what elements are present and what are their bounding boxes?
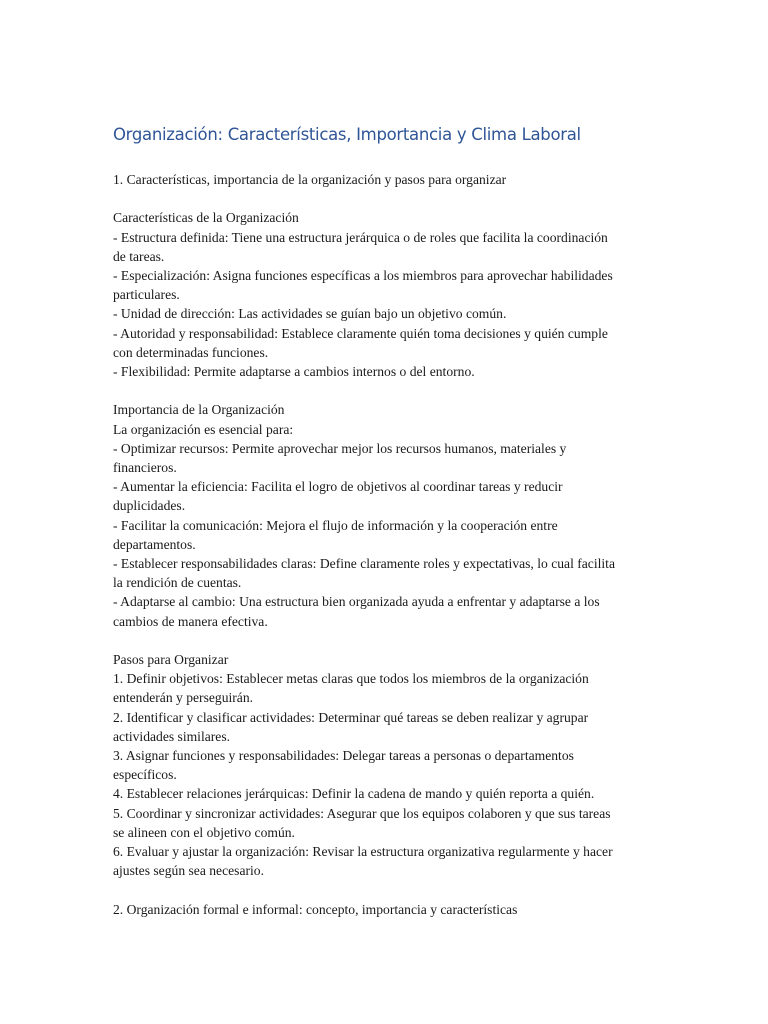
list-item-line: la rendición de cuentas. bbox=[113, 575, 242, 591]
spacer bbox=[113, 381, 658, 400]
list-item-line: - Aumentar la eficiencia: Facilita el logro de objetivos al coordinar tareas y reducir bbox=[113, 479, 563, 495]
list-item-line: - Optimizar recursos: Permite aprovechar mejor los recursos humanos, materiales y bbox=[113, 440, 567, 456]
caracteristicas-block bbox=[113, 208, 658, 381]
list-item-line: particulares. bbox=[113, 287, 180, 303]
list-item-line: de tareas. bbox=[113, 248, 165, 264]
subsection-heading: Importancia de la Organización bbox=[113, 402, 285, 418]
list-item-line: - Establecer responsabilidades claras: Define claramente roles y expectativas, lo cual facilita bbox=[113, 556, 615, 572]
list-item-line: - Adaptarse al cambio: Una estructura bien organizada ayuda a enfrentar y adaptarse a los bbox=[113, 594, 600, 610]
list-item-line: 2. Identificar y clasificar actividades: Determinar qué tareas se deben realizar y agrupar bbox=[113, 709, 589, 725]
spacer bbox=[113, 631, 658, 650]
list-item-line: 3. Asignar funciones y responsabilidades: Delegar tareas a personas o departamentos bbox=[113, 748, 574, 764]
section-heading-text: 1. Características, importancia de la organización y pasos para organizar bbox=[113, 172, 507, 187]
importancia-block bbox=[113, 400, 658, 630]
list-item-line: - Unidad de dirección: Las actividades se guían bajo un objetivo común. bbox=[113, 306, 507, 322]
list-item-line: 4. Establecer relaciones jerárquicas: Definir la cadena de mando y quién reporta a quién. bbox=[113, 786, 595, 802]
list-item-line: entenderán y perseguirán. bbox=[113, 690, 254, 706]
list-item-line: específicos. bbox=[113, 767, 177, 783]
list-item-line: duplicidades. bbox=[113, 498, 186, 514]
list-item-line: cambios de manera efectiva. bbox=[113, 613, 268, 629]
list-item-line: con determinadas funciones. bbox=[113, 344, 269, 360]
pasos-block bbox=[113, 650, 658, 880]
intro-line: La organización es esencial para: bbox=[113, 421, 294, 437]
list-item-line: 5. Coordinar y sincronizar actividades: Asegurar que los equipos colaboren y que sus tareas bbox=[113, 805, 611, 821]
document-body bbox=[113, 122, 658, 919]
subsection-heading: Características de la Organización bbox=[113, 210, 299, 226]
spacer bbox=[113, 880, 658, 899]
list-item-line: 6. Evaluar y ajustar la organización: Revisar la estructura organizativa regularmente y hacer bbox=[113, 844, 613, 860]
list-item-line: se alineen con el objetivo común. bbox=[113, 824, 295, 840]
list-item-line: - Especialización: Asigna funciones específicas a los miembros para aprovechar habilidades bbox=[113, 268, 613, 283]
spacer bbox=[113, 189, 658, 208]
list-item-line: actividades similares. bbox=[113, 728, 231, 744]
list-item-line: - Autoridad y responsabilidad: Establece claramente quién toma decisiones y quién cumple bbox=[113, 325, 608, 341]
document-title: Organización: Características, Importancia y Clima Laboral bbox=[113, 125, 581, 144]
list-item-line: - Facilitar la comunicación: Mejora el flujo de información y la cooperación entre bbox=[113, 517, 558, 533]
section-1-heading bbox=[113, 170, 658, 189]
list-item-line: ajustes según sea necesario. bbox=[113, 863, 264, 879]
list-item-line: 1. Definir objetivos: Establecer metas claras que todos los miembros de la organización bbox=[113, 671, 589, 687]
subsection-heading: Pasos para Organizar bbox=[113, 652, 229, 668]
list-item-line: - Flexibilidad: Permite adaptarse a cambios internos o del entorno. bbox=[113, 364, 475, 380]
list-item-line: - Estructura definida: Tiene una estructura jerárquica o de roles que facilita la coordinación bbox=[113, 229, 608, 245]
list-item-line: financieros. bbox=[113, 460, 177, 476]
list-item-line: departamentos. bbox=[113, 536, 196, 552]
section-2-heading bbox=[113, 900, 658, 919]
section-heading-text: 2. Organización formal e informal: concepto, importancia y características bbox=[113, 901, 518, 917]
